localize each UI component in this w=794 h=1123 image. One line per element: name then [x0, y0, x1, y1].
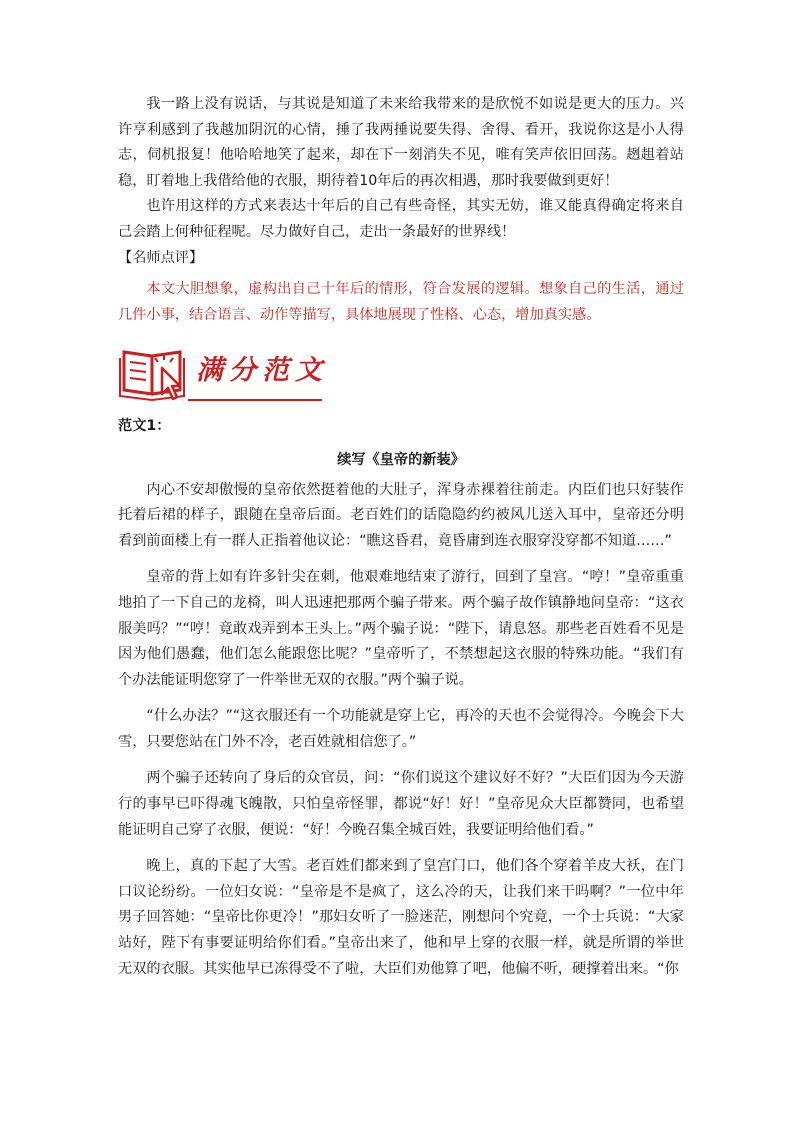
comment-heading: 【名师点评】: [118, 249, 204, 266]
body-paragraph: 也许用这样的方式来表达十年后的自己有些奇怪，其实无妨，谁又能真得确定将来自己会踏上何种征程呢。尽力做好自己，走出一条最好的世界线！: [118, 198, 684, 240]
section-banner: [118, 338, 684, 406]
essay-paragraph: “什么办法？”“这衣服还有一个功能就是穿上它，再冷的天也不会觉得冷。今晚会下大雪，只要您站在门外不冷，老百姓就相信您了。”: [118, 708, 684, 750]
teacher-comment: 本文大胆想象，虚构出自己十年后的情形，符合发展的逻辑。想象自己的生活，通过几件小事，结合语言、动作等描写，具体地展现了性格、心态，增加真实感。: [118, 281, 684, 323]
banner-title: 满分范文: [196, 355, 328, 387]
body-paragraph: 我一路上没有说话，与其说是知道了未来给我带来的是欣悦不如说是更大的压力。兴许亨利感到了我越加阴沉的心情，捶了我两捶说要失得、舍得、看开，我说你这是小人得志，伺机报复！他哈哈地笑了起来，却在下一刻消失不见，唯有笑声依旧回荡。趔趄着站稳，盯着地上我借给他的衣服，期待着10年后的再次相遇，那时我要做到更好！: [118, 96, 684, 189]
essay-paragraph: 两个骗子还转向了身后的众官员，问：“你们说这个建议好不好？”大臣们因为今天游行的事早已吓得魂飞魄散，只怕皇帝怪罪，都说“好！好！”皇帝见众大臣都赞同，也希望能证明自己穿了衣服，便说：“好！今晚召集全城百姓，我要证明给他们看。”: [118, 770, 684, 838]
essay-label: 范文1：: [118, 418, 171, 435]
essay-title: 续写《皇帝的新装》: [337, 451, 465, 468]
essay-paragraph: 内心不安却傲慢的皇帝依然挺着他的大肚子，浑身赤裸着往前走。内臣们也只好装作托着后裙的样子，跟随在皇帝后面。老百姓们的话隐隐约约被风儿送入耳中，皇帝还分明看到前面楼上有一群人正指着他议论：“瞧这昏君，竟昏庸到连衣服穿没穿都不知道……”: [118, 481, 684, 549]
essay-paragraph: 皇帝的背上如有许多针尖在刺，他艰难地结束了游行，回到了皇宫。“哼！”皇帝重重地拍了一下自己的龙椅，叫人迅速把那两个骗子带来。两个骗子故作镇静地问皇帝：“这衣服美吗？”“哼！竟敢戏弄到本王头上。”两个骗子说：“陛下，请息怒。那些老百姓看不见是因为他们愚蠢，他们怎么能跟您比呢？”皇帝听了，不禁想起这衣服的特殊功能。“我们有个办法能证明您穿了一件举世无双的衣服。”两个骗子说。: [118, 569, 684, 688]
document-page: [118, 92, 684, 982]
essay-paragraph: 晚上，真的下起了大雪。老百姓们都来到了皇宫门口，他们各个穿着羊皮大袄，在门口议论纷纷。一位妇女说：“皇帝是不是疯了，这么冷的天，让我们来干吗啊？”一位中年男子回答她：“皇帝比你更冷！”那妇女听了一脸迷茫，刚想问个究竟，一个士兵说：“大家站好，陛下有事要证明给你们看。”皇帝出来了，他和早上穿的衣服一样，就是所谓的举世无双的衣服。其实他早已冻得受不了啦，大臣们劝他算了吧，他偏不听，硬撑着出来。“你: [118, 858, 684, 977]
